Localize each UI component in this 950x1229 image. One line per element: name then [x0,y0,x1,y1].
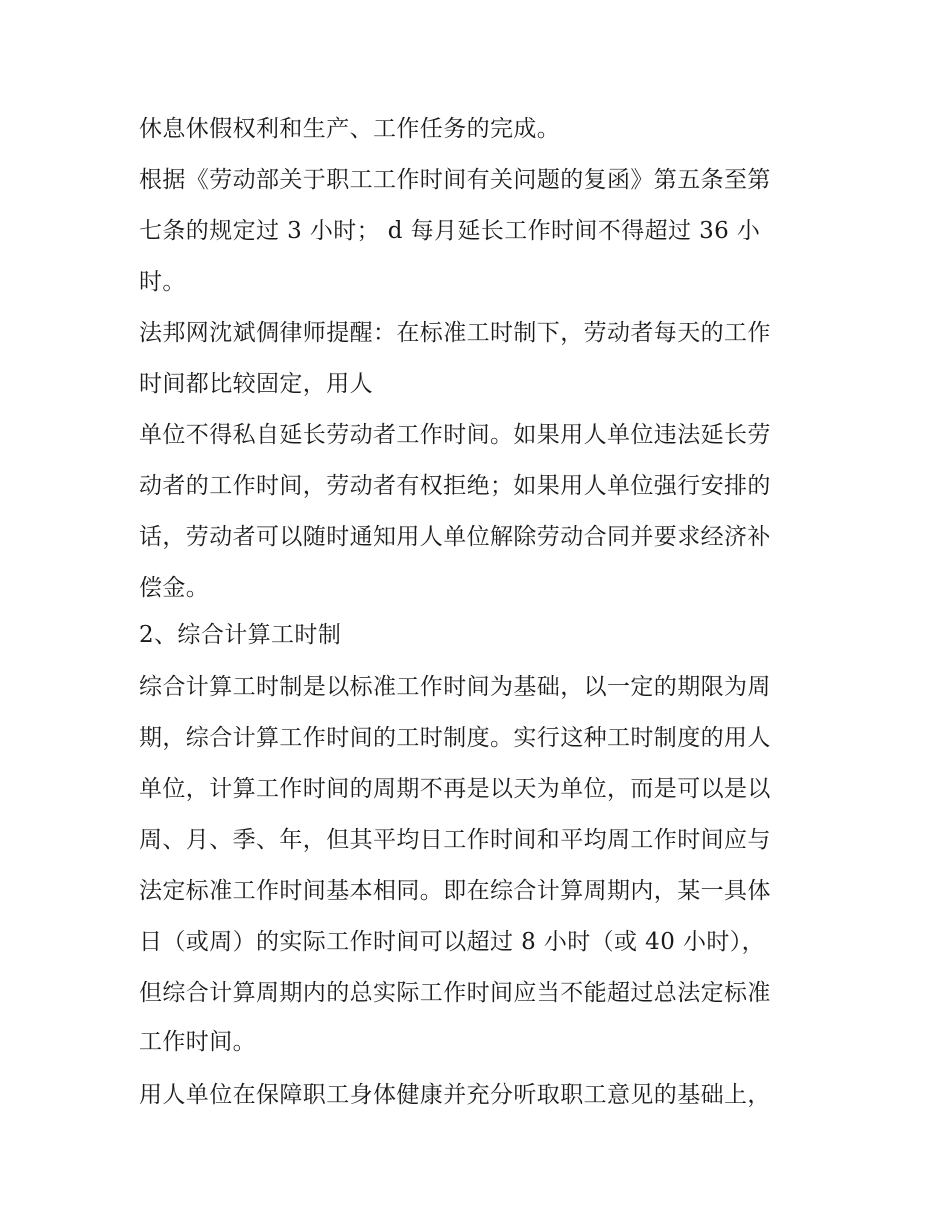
text-line: 休息休假权利和生产、工作任务的完成。 [139,116,561,142]
text-line: 周、月、季、年，但其平均日工作时间和平均周工作时间应与 [139,827,771,853]
text-line: 法邦网沈斌倜律师提醒：在标准工时制下，劳动者每天的工作 [139,320,771,346]
section-heading: 2、综合计算工时制 [139,622,342,648]
text-line: 工作时间。 [139,1029,256,1055]
text-line: 法定标准工作时间基本相同。即在综合计算周期内，某一具体 [139,878,771,904]
text-line: 但综合计算周期内的总实际工作时间应当不能超过总法定标准 [139,980,771,1006]
text-line: 日（或周）的实际工作时间可以超过 8 小时（或 40 小时）， [139,929,766,955]
text-line: 动者的工作时间，劳动者有权拒绝；如果用人单位强行安排的 [139,473,771,499]
text-line: 单位不得私自延长劳动者工作时间。如果用人单位违法延长劳 [139,422,771,448]
text-line: 单位，计算工作时间的周期不再是以天为单位，而是可以是以 [139,776,771,802]
text-line: 话，劳动者可以随时通知用人单位解除劳动合同并要求经济补 [139,524,771,550]
text-line: 综合计算工时制是以标准工作时间为基础，以一定的期限为周 [139,674,771,700]
text-line: 偿金。 [139,575,210,601]
text-line: 时间都比较固定，用人 [139,371,373,397]
text-line: 七条的规定过 3 小时； d 每月延长工作时间不得超过 36 小 [139,218,761,244]
text-line: 根据《劳动部关于职工工作时间有关问题的复函》第五条至第 [139,167,771,193]
text-line: 用人单位在保障职工身体健康并充分听取职工意见的基础上， [139,1082,771,1108]
text-line: 期，综合计算工作时间的工时制度。实行这种工时制度的用人 [139,725,771,751]
text-line: 时。 [139,269,186,295]
